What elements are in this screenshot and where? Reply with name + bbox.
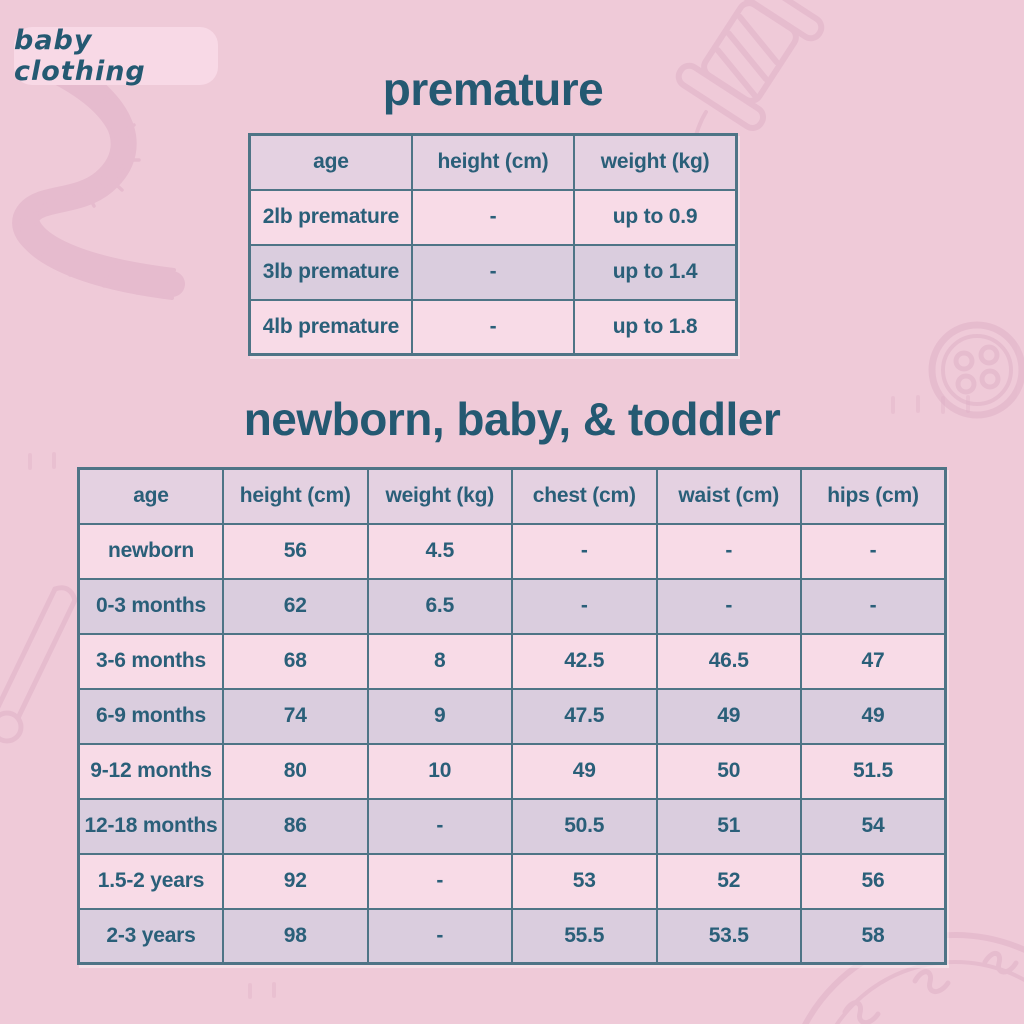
badge xyxy=(14,27,218,85)
value-cell: - xyxy=(801,524,946,579)
table-row xyxy=(79,634,946,689)
table-row xyxy=(79,524,946,579)
value-cell: 50.5 xyxy=(512,799,657,854)
table-row xyxy=(79,909,946,964)
row-label-cell: 1.5-2 years xyxy=(79,854,224,909)
value-cell: 55.5 xyxy=(512,909,657,964)
value-cell: 9 xyxy=(368,689,513,744)
value-cell: - xyxy=(368,854,513,909)
value-cell: 52 xyxy=(657,854,802,909)
value-cell: 86 xyxy=(223,799,368,854)
column-header: age xyxy=(79,469,224,524)
value-cell: 46.5 xyxy=(657,634,802,689)
row-label-cell: 0-3 months xyxy=(79,579,224,634)
value-cell: 68 xyxy=(223,634,368,689)
value-cell: 56 xyxy=(801,854,946,909)
table-row xyxy=(79,579,946,634)
table-row xyxy=(79,854,946,909)
value-cell: 58 xyxy=(801,909,946,964)
value-cell: 98 xyxy=(223,909,368,964)
column-header: weight (kg) xyxy=(368,469,513,524)
row-label-cell: 9-12 months xyxy=(79,744,224,799)
row-label-cell: newborn xyxy=(79,524,224,579)
value-cell: up to 1.8 xyxy=(574,300,736,355)
row-label-cell: 2lb premature xyxy=(250,190,412,245)
column-header: age xyxy=(250,135,412,190)
value-cell: 49 xyxy=(801,689,946,744)
row-label-cell: 12-18 months xyxy=(79,799,224,854)
value-cell: - xyxy=(368,909,513,964)
table-row xyxy=(79,799,946,854)
value-cell: 42.5 xyxy=(512,634,657,689)
table-row xyxy=(250,300,737,355)
value-cell: 49 xyxy=(512,744,657,799)
value-cell: 92 xyxy=(223,854,368,909)
safety-pin-icon xyxy=(0,588,75,741)
value-cell: - xyxy=(657,524,802,579)
table-row xyxy=(79,744,946,799)
table-row xyxy=(250,190,737,245)
value-cell: up to 0.9 xyxy=(574,190,736,245)
value-cell: 62 xyxy=(223,579,368,634)
value-cell: 80 xyxy=(223,744,368,799)
table-row xyxy=(250,245,737,300)
value-cell: 6.5 xyxy=(368,579,513,634)
value-cell: 49 xyxy=(657,689,802,744)
value-cell: 53.5 xyxy=(657,909,802,964)
value-cell: 8 xyxy=(368,634,513,689)
value-cell: 50 xyxy=(657,744,802,799)
column-header: chest (cm) xyxy=(512,469,657,524)
value-cell: 10 xyxy=(368,744,513,799)
value-cell: 53 xyxy=(512,854,657,909)
value-cell: - xyxy=(801,579,946,634)
value-cell: - xyxy=(512,579,657,634)
toddler-size-table xyxy=(77,467,947,965)
row-label-cell: 2-3 years xyxy=(79,909,224,964)
row-label-cell: 6-9 months xyxy=(79,689,224,744)
value-cell: - xyxy=(412,190,574,245)
value-cell: - xyxy=(412,300,574,355)
value-cell: 51 xyxy=(657,799,802,854)
column-header: waist (cm) xyxy=(657,469,802,524)
premature-section-title: premature xyxy=(382,63,604,115)
column-header: height (cm) xyxy=(412,135,574,190)
header-row xyxy=(79,469,946,524)
value-cell: 51.5 xyxy=(801,744,946,799)
value-cell: 47.5 xyxy=(512,689,657,744)
value-cell: - xyxy=(368,799,513,854)
value-cell: - xyxy=(512,524,657,579)
value-cell: 74 xyxy=(223,689,368,744)
row-label-cell: 4lb premature xyxy=(250,300,412,355)
value-cell: 47 xyxy=(801,634,946,689)
value-cell: - xyxy=(657,579,802,634)
value-cell: 56 xyxy=(223,524,368,579)
value-cell: 4.5 xyxy=(368,524,513,579)
column-header: weight (kg) xyxy=(574,135,736,190)
table-row xyxy=(79,689,946,744)
header-row xyxy=(250,135,737,190)
row-label-cell: 3-6 months xyxy=(79,634,224,689)
value-cell: - xyxy=(412,245,574,300)
value-cell: up to 1.4 xyxy=(574,245,736,300)
toddler-section-title: newborn, baby, & toddler xyxy=(243,393,781,445)
value-cell: 54 xyxy=(801,799,946,854)
badge-label: baby clothing xyxy=(14,25,146,87)
premature-size-table xyxy=(248,133,738,356)
column-header: hips (cm) xyxy=(801,469,946,524)
column-header: height (cm) xyxy=(223,469,368,524)
row-label-cell: 3lb premature xyxy=(250,245,412,300)
